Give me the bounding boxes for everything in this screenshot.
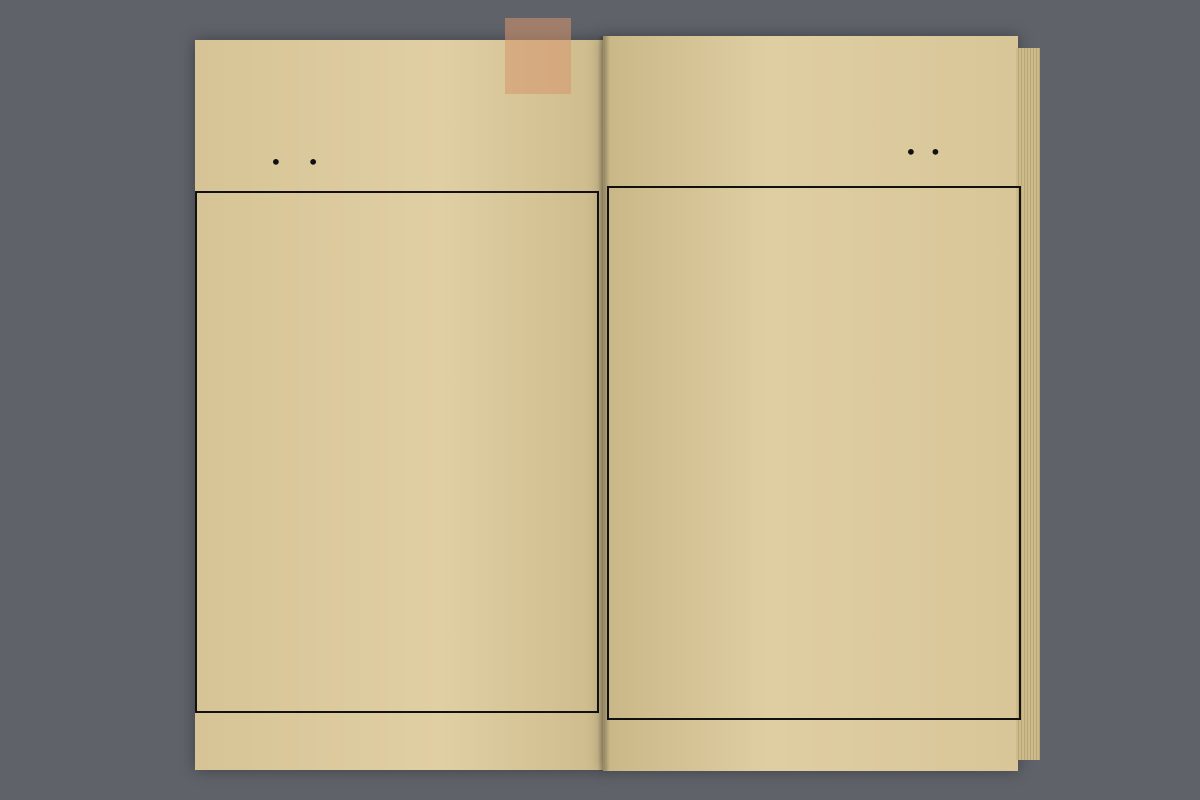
ink-dots: • • [270,150,320,174]
right-print-frame [607,186,1021,720]
library-seal-stamp [505,18,571,94]
ink-dots: • • [905,140,942,164]
left-print-frame [195,191,599,713]
